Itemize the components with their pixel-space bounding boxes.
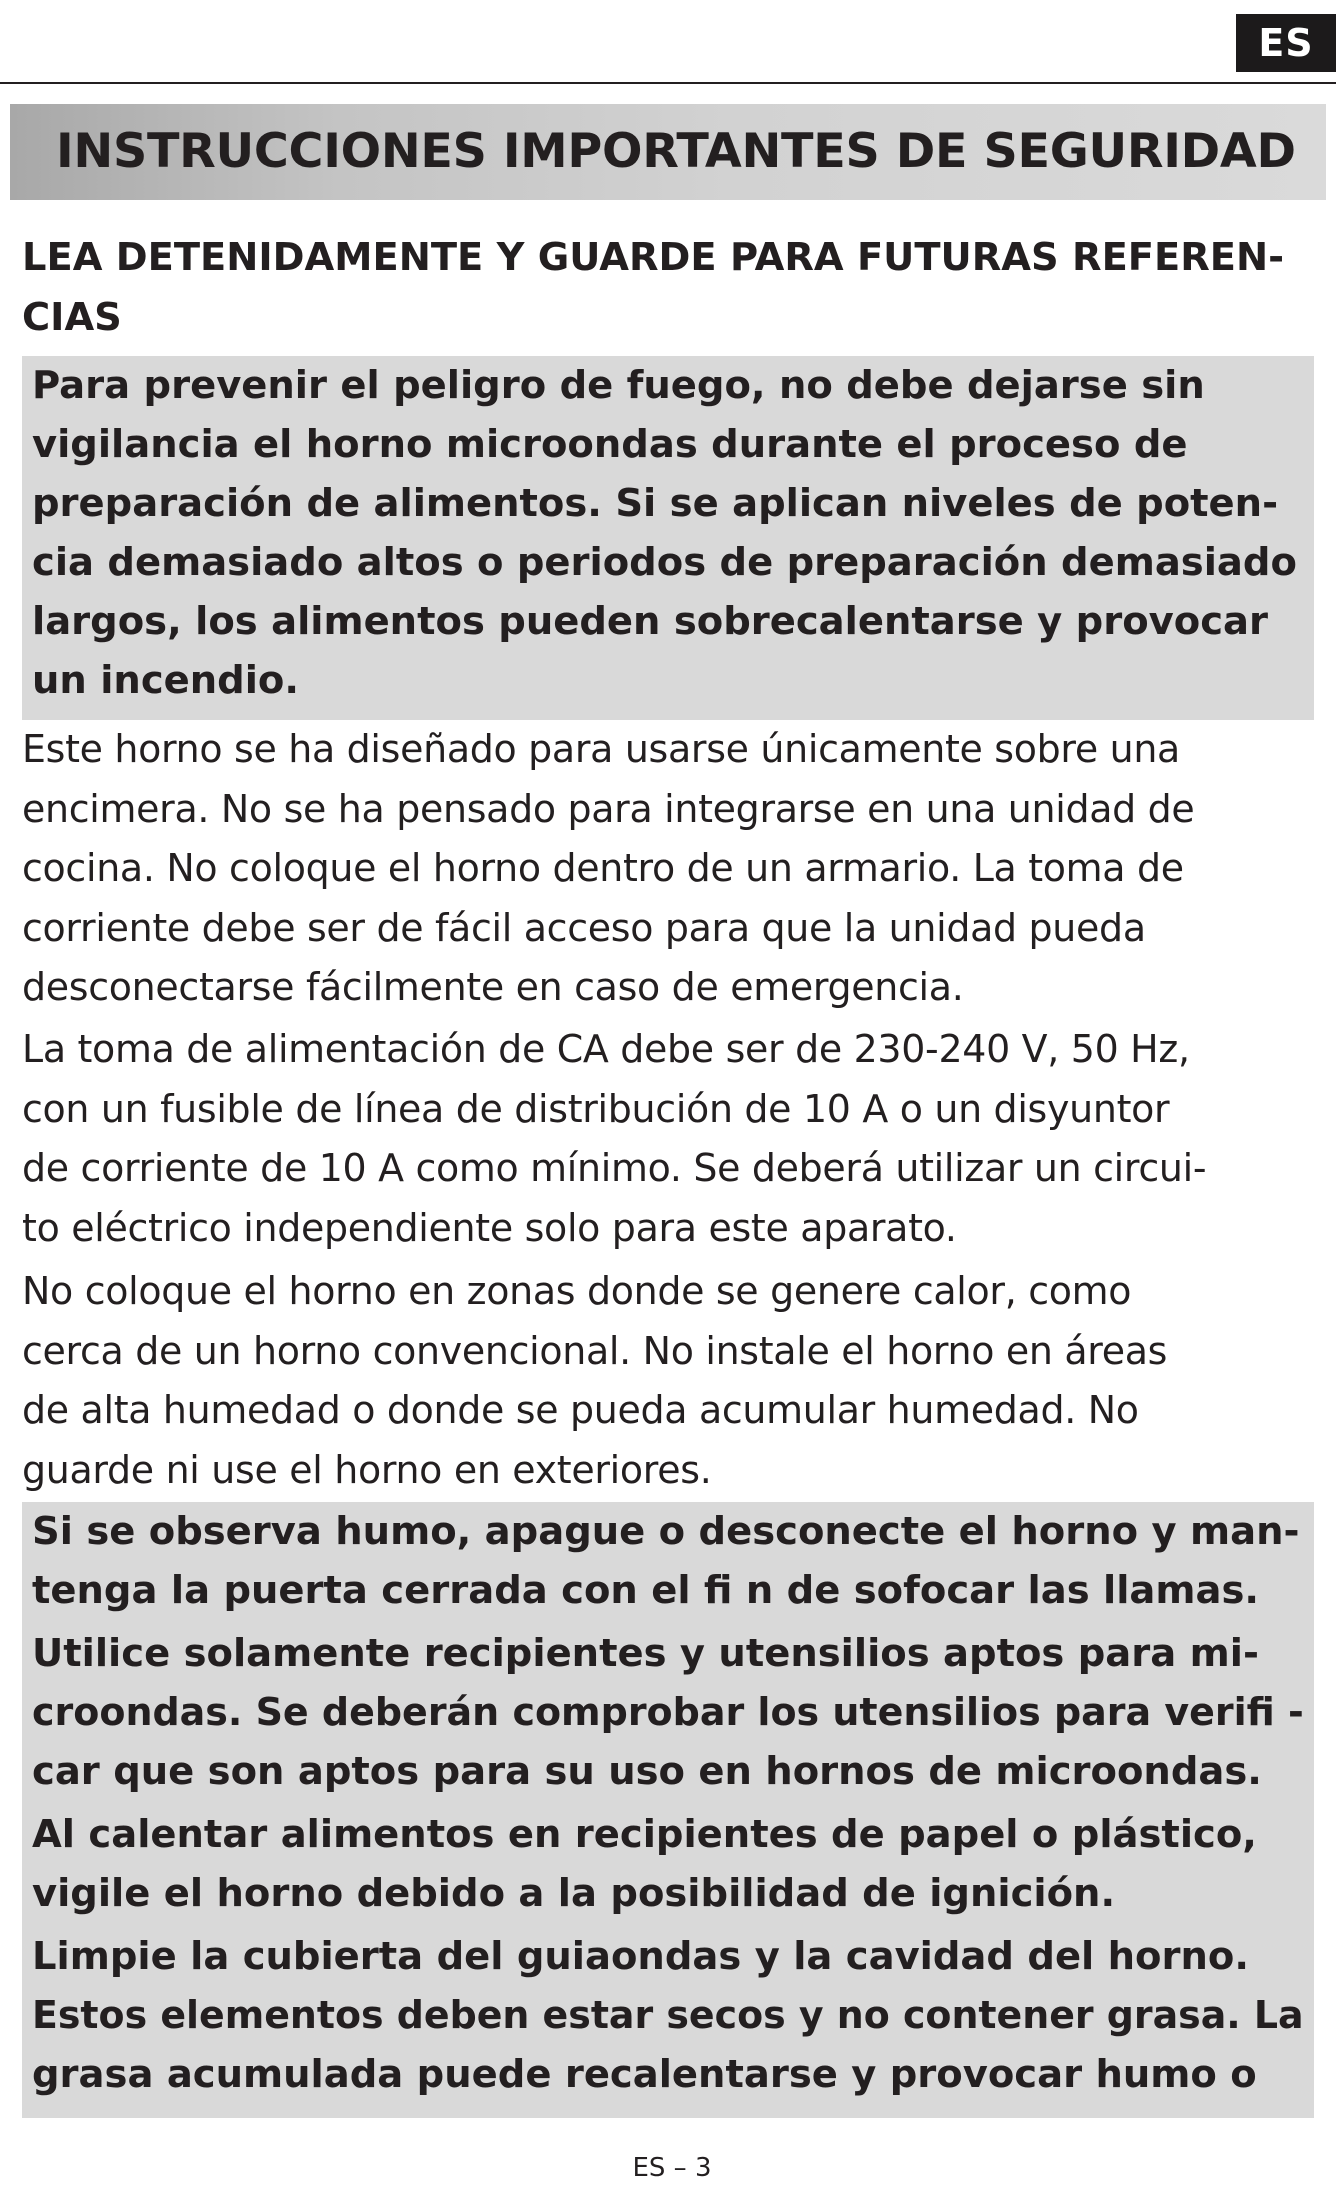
text-line: croondas. Se deberán comprobar los utensilios para verifi - xyxy=(32,1690,1304,1734)
text-line: cia demasiado altos o periodos de preparación demasiado xyxy=(32,540,1297,585)
text-line: desconectarse fácilmente en caso de emergencia. xyxy=(22,965,964,1009)
text-line: La toma de alimentación de CA debe ser de 230-240 V, 50 Hz, xyxy=(22,1027,1190,1071)
text-line: tenga la puerta cerrada con el fi n de sofocar las llamas. xyxy=(32,1568,1260,1613)
top-rule-divider xyxy=(0,82,1336,84)
page-title: INSTRUCCIONES IMPORTANTES DE SEGURIDAD xyxy=(56,124,1296,179)
text-line: con un fusible de línea de distribución de 10 A o un disyuntor xyxy=(22,1086,1170,1131)
smoke-warning-paragraph xyxy=(22,1502,1314,1620)
fire-warning-box xyxy=(22,356,1314,720)
text-line: to eléctrico independiente solo para este aparato. xyxy=(22,1205,957,1250)
text-line: Si se observa humo, apague o desconecte el horno y man- xyxy=(32,1509,1300,1554)
text-line: No coloque el horno en zonas donde se genere calor, como xyxy=(22,1269,1132,1313)
text-line: de alta humedad o donde se pueda acumular humedad. No xyxy=(22,1388,1139,1432)
text-line: vigile el horno debido a la posibilidad de ignición. xyxy=(32,1871,1116,1916)
text-line: grasa acumulada puede recalentarse y provocar humo o xyxy=(32,2052,1257,2097)
text-line: largos, los alimentos pueden sobrecalentarse y provocar xyxy=(32,599,1269,644)
text-line: Este horno se ha diseñado para usarse únicamente sobre una xyxy=(22,727,1180,771)
subtitle-line: LEA DETENIDAMENTE Y GUARDE PARA FUTURAS REFEREN- xyxy=(22,235,1285,280)
cleaning-warning-paragraph xyxy=(22,1927,1314,2104)
text-line: guarde ni use el horno en exteriores. xyxy=(22,1447,712,1492)
fire-warning-paragraph xyxy=(22,356,1314,710)
text-line: un incendio. xyxy=(32,658,299,703)
placement-paragraph xyxy=(22,720,1322,1018)
text-line: cerca de un horno convencional. No instale el horno en áreas xyxy=(22,1328,1168,1373)
subtitle-line: CIAS xyxy=(22,295,122,340)
text-line: vigilancia el horno microondas durante el proceso de xyxy=(32,422,1188,467)
text-line: cocina. No coloque el horno dentro de un armario. La toma de xyxy=(22,846,1184,890)
subtitle-heading xyxy=(22,228,1322,348)
paper-plastic-warning-paragraph xyxy=(22,1805,1314,1923)
power-supply-paragraph xyxy=(22,1020,1322,1258)
text-line: de corriente de 10 A como mínimo. Se deberá utilizar un circui- xyxy=(22,1146,1207,1190)
text-line: Al calentar alimentos en recipientes de papel o plástico, xyxy=(32,1812,1257,1857)
text-line: Estos elementos deben estar secos y no contener grasa. La xyxy=(32,1993,1304,2037)
text-line: encimera. No se ha pensado para integrarse en una unidad de xyxy=(22,786,1195,831)
text-line: preparación de alimentos. Si se aplican niveles de poten- xyxy=(32,481,1279,526)
language-badge: ES xyxy=(1236,14,1336,72)
page-number: ES – 3 xyxy=(632,2153,712,2183)
text-line: Utilice solamente recipientes y utensilios aptos para mi- xyxy=(32,1631,1259,1676)
text-line: car que son aptos para su uso en hornos de microondas. xyxy=(32,1749,1262,1794)
location-paragraph xyxy=(22,1262,1322,1500)
utensils-warning-paragraph xyxy=(22,1624,1314,1801)
text-line: corriente debe ser de fácil acceso para que la unidad pueda xyxy=(22,905,1146,950)
smoke-warning-box xyxy=(22,1502,1314,2118)
text-line: Limpie la cubierta del guiaondas y la cavidad del horno. xyxy=(32,1934,1249,1979)
text-line: Para prevenir el peligro de fuego, no debe dejarse sin xyxy=(32,363,1205,408)
